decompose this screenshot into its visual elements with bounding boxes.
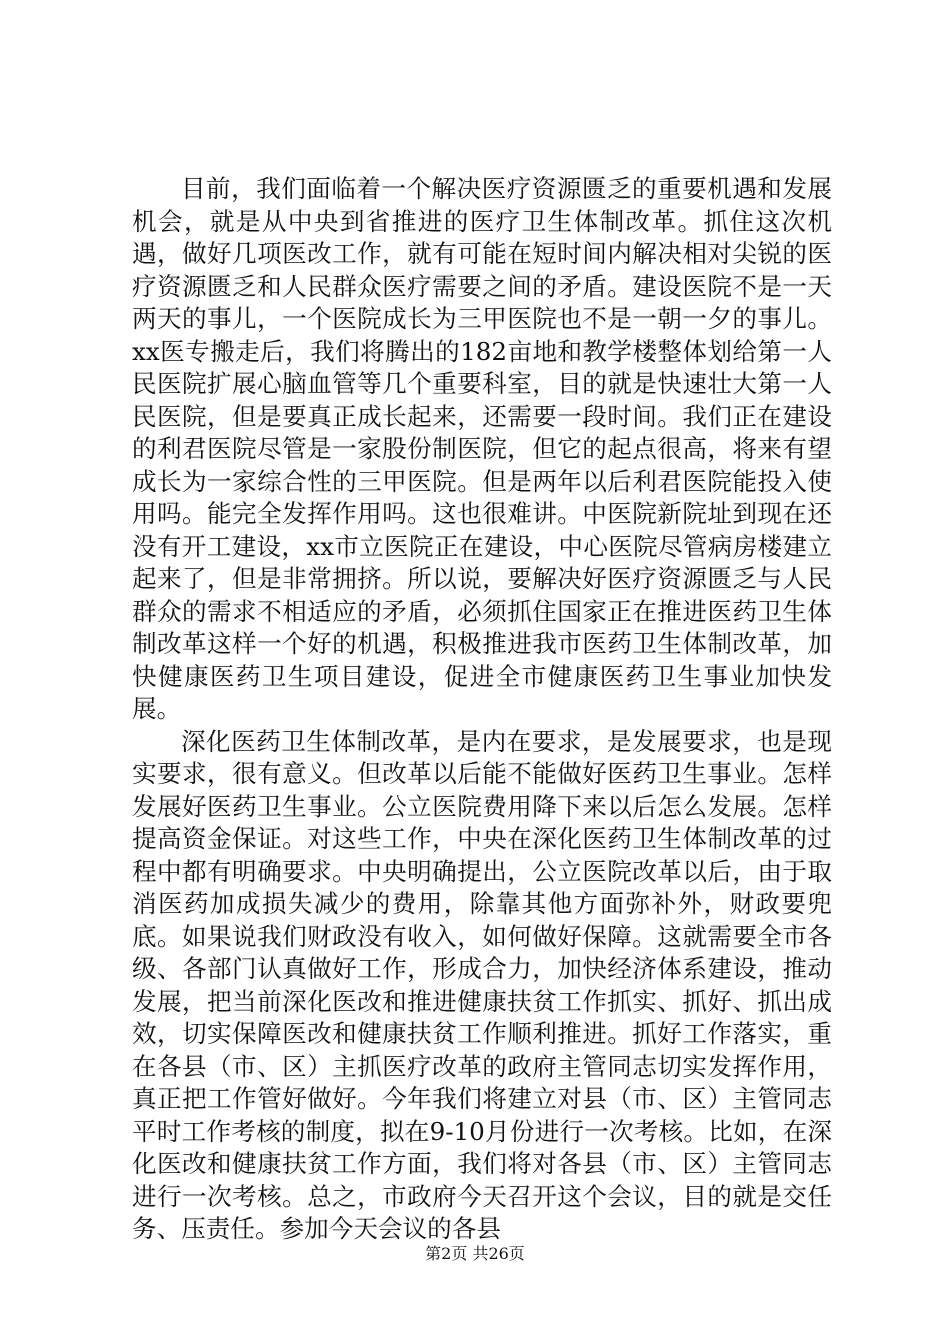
paragraph-2: 深化医药卫生体制改革，是内在要求，是发展要求，也是现实要求，很有意义。但改革以后能不能做好医药卫生事业。怎样发展好医药卫生事业。公立医院费用降下来以后怎么发展。怎样提高资金保证。对这些工作，中央在深化医药卫生体制改革的过程中都有明确要求。中央明确提出，公立医院改革以后，由于取消医药加成损失减少的费用，除靠其他方面弥补外，财政要兜底。如果说我们财政没有收入，如何做好保障。这就需要全市各级、各部门认真做好工作，形成合力，加快经济体系建设，推动发展，把当前深化医改和推进健康扶贫工作抓实、抓好、抓出成效，切实保障医改和健康扶贫工作顺利推进。抓好工作落实，重在各县（市、区）主抓医疗改革的政府主管同志切实发挥作用，真正把工作管好做好。今年我们将建立对县（市、区）主管同志平时工作考核的制度，拟在9-10月份进行一次考核。比如，在深化医改和健康扶贫工作方面，我们将对各县（市、区）主管同志进行一次考核。总之，市政府今天召开这个会议，目的就是交任务、压责任。参加今天会议的各县: [132, 726, 832, 1243]
paragraph-1: 目前，我们面临着一个解决医疗资源匮乏的重要机遇和发展机会，就是从中央到省推进的医疗卫生体制改革。抓住这次机遇，做好几项医改工作，就有可能在短时间内解决相对尖锐的医疗资源匮乏和人民群众医疗需要之间的矛盾。建设医院不是一天两天的事儿，一个医院成长为三甲医院也不是一朝一夕的事儿。xx医专搬走后，我们将腾出的182亩地和教学楼整体划给第一人民医院扩展心脑血管等几个重要科室，目的就是快速壮大第一人民医院，但是要真正成长起来，还需要一段时间。我们正在建设的利君医院尽管是一家股份制医院，但它的起点很高，将来有望成长为一家综合性的三甲医院。但是两年以后利君医院能投入使用吗。能完全发挥作用吗。这也很难讲。中医院新院址到现在还没有开工建设，xx市立医院正在建设，中心医院尽管病房楼建立起来了，但是非常拥挤。所以说，要解决好医疗资源匮乏与人民群众的需求不相适应的矛盾，必须抓住国家正在推进医药卫生体制改革这样一个好的机遇，积极推进我市医药卫生体制改革，加快健康医药卫生项目建设，促进全市健康医药卫生事业加快发展。: [132, 174, 832, 723]
page-number-footer: 第2页 共26页: [425, 1244, 525, 1263]
document-body: [132, 173, 832, 1246]
